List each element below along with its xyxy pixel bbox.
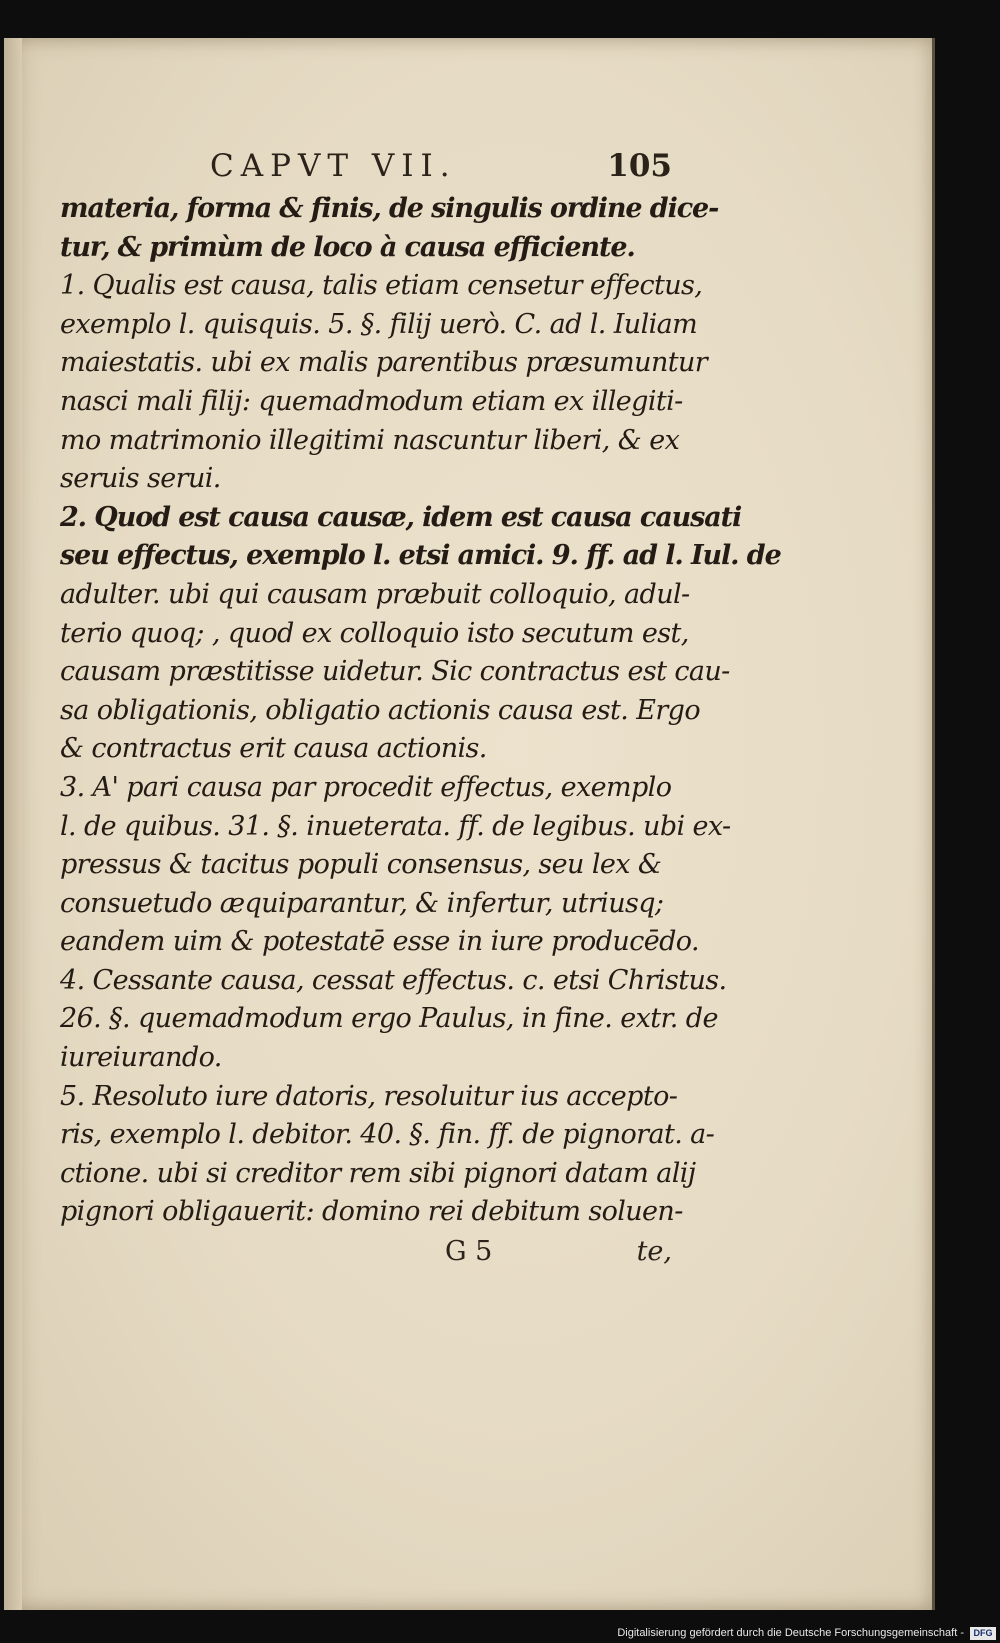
text-line: sa obligationis, obligatio actionis causa est. Ergo [60,694,700,726]
text-line: terio quoq; , quod ex colloquio isto secutum est, [60,617,689,649]
text-line: ris, exemplo l. debitor. 40. §. fin. ff. de pignorat. a- [60,1119,715,1151]
running-title: CAPVT VII. [210,148,457,184]
text-line: seruis serui. [60,463,221,495]
digitization-credit: Digitalisierung gefördert durch die Deutsche Forschungsgemeinschaft - [617,1627,964,1639]
text-line: 4. Cessante causa, cessat effectus. c. etsi Christus. [60,964,727,996]
catchword: te, [636,1236,672,1268]
text-line: adulter. ubi qui causam præbuit colloquio, adul- [60,578,690,610]
text-line: mo matrimonio illegitimi nascuntur liberi, & ex [60,424,680,456]
text-block [60,148,781,1272]
text-line: 1. Qualis est causa, talis etiam censetur effectus, [60,270,703,302]
text-line: l. de quibus. 31. §. inueterata. ff. de legibus. ubi ex- [60,810,731,842]
text-line: eandem uim & potestatē esse in iure producēdo. [60,926,699,958]
text-line: tur, & primùm de loco à causa efficiente. [60,231,635,263]
text-line: nasci mali filij: quemadmodum etiam ex illegiti- [60,385,683,417]
page-number: 105 [607,148,672,184]
dfg-logo-icon: DFG [970,1627,996,1640]
text-line: 26. §. quemadmodum ergo Paulus, in fine. extr. de [60,1003,718,1035]
page-gutter-shadow [4,38,22,1610]
text-line: 3. A' pari causa par procedit effectus, exemplo [60,771,672,803]
text-line: maiestatis. ubi ex malis parentibus præsumuntur [60,347,708,379]
text-line: & contractus erit causa actionis. [60,733,487,765]
text-line: consuetudo æquiparantur, & infertur, utriusq; [60,887,664,919]
text-line: seu effectus, exemplo l. etsi amici. 9. ff. ad l. Iul. de [60,540,781,572]
text-line: pressus & tacitus populi consensus, seu lex & [60,849,662,881]
text-line: iureiurando. [60,1042,222,1074]
text-line: materia, forma & finis, de singulis ordine dice- [60,193,719,224]
page-header [60,148,672,190]
signature-mark: G 5 [445,1236,493,1268]
text-line: 2. Quod est causa causæ, idem est causa causati [60,501,742,533]
text-line: ctione. ubi si creditor rem sibi pignori datam alij [60,1157,696,1189]
text-line: 5. Resoluto iure datoris, resoluitur ius accepto- [60,1080,678,1112]
text-line: causam præstitisse uidetur. Sic contractus est cau- [60,656,730,688]
page-footer [60,1232,672,1272]
text-line: pignori obligauerit: domino rei debitum soluen- [60,1196,683,1228]
book-page [4,38,935,1610]
text-line: exemplo l. quisquis. 5. §. filij uerò. C. ad l. Iuliam [60,308,698,340]
